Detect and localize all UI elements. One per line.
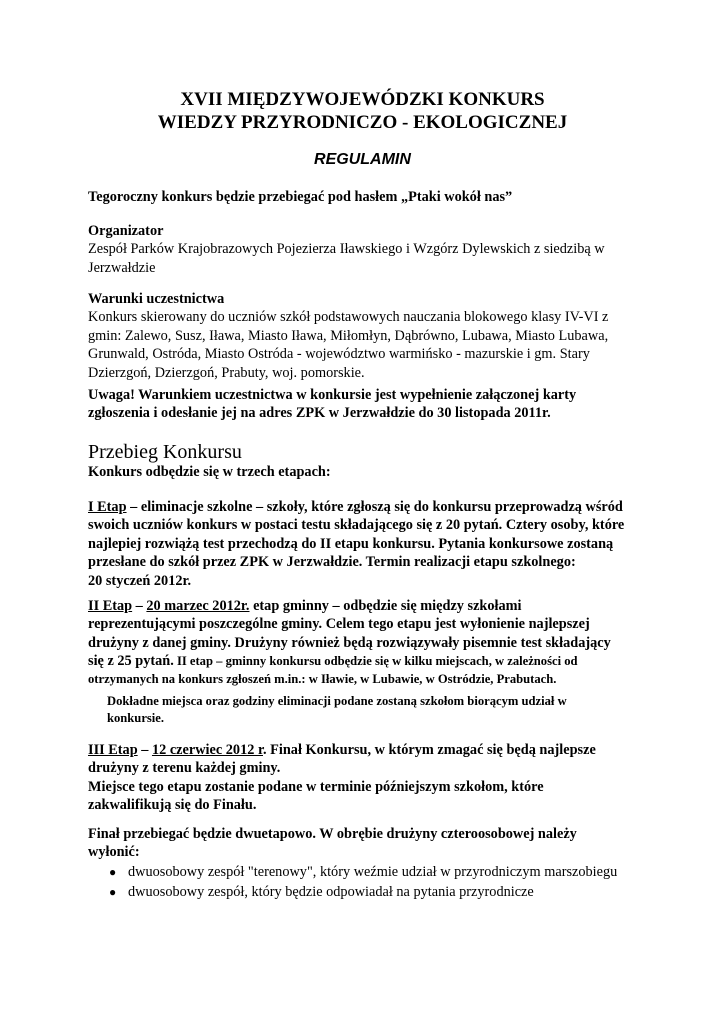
conditions-heading: Warunki uczestnictwa	[88, 291, 225, 307]
stage-1-label: I Etap	[88, 499, 127, 515]
stage-3-label: III Etap	[88, 742, 138, 758]
organizer-heading: Organizator	[88, 223, 164, 239]
stage-1-section: I Etap – eliminacje szkolne – szkoły, które zgłoszą się do konkursu przeprowadzą wśród swoich uczniów konkurs w postaci testu składającego się z 20 pytań. Cztery osoby, które najlepiej rozwiążą test przechodzą do II etapu konkursu. Pytania konkursowe zostaną przesłane do szkół przez ZPK w Jerzwałdzie. Termin realizacji etapu szkolnego: 20 styczeń 2012r.	[88, 499, 625, 589]
bullet-icon: ●	[109, 864, 117, 879]
document-subtitle: REGULAMIN	[314, 151, 411, 168]
list-item: ● dwuosobowy zespół "terenowy", który weźmie udział w przyrodniczym marszobiegu	[109, 863, 618, 880]
stage-2-date: 20 marzec 2012r.	[146, 598, 250, 614]
stage-2-note: Dokładne miejsca oraz godziny eliminacji podane zostaną szkołom biorącym udział w konkursie.	[107, 694, 567, 725]
stage-2-label: II Etap	[88, 598, 133, 614]
stage-2-section: II Etap – 20 marzec 2012r. etap gminny – odbędzie się między szkołami reprezentującymi poszczególne gminy. Celem tego etapu jest wyłonienie najlepszej drużyny z danej gminy. Drużyny również będą rozwiązywały pisemnie test składający się z 25 pytań. II etap – gminny konkursu odbędzie się w kilku miejscach, w zależności od otrzymanych na konkurs zgłoszeń m.in.: w Iławie, w Lubawie, w Ostródzie, Prabutach.	[88, 598, 611, 686]
list-item: ● dwuosobowy zespół, który będzie odpowiadał na pytania przyrodnicze	[109, 883, 534, 900]
organizer-section: Organizator Zespół Parków Krajobrazowych Pojezierza Iławskiego i Wzgórz Dylewskich z siedzibą w Jerzwałdzie	[88, 222, 648, 277]
document-title: XVII MIĘDZYWOJEWÓDZKI KONKURS WIEDZY PRZYRODNICZO - EKOLOGICZNEJ	[157, 89, 568, 133]
bullet-icon: ●	[109, 884, 117, 899]
participation-notice: Uwaga! Warunkiem uczestnictwa w konkursie jest wypełnienie załączonej karty zgłoszenia i odesłanie jej na adres ZPK w Jerzwałdzie do 30 listopada 2011r.	[88, 387, 577, 422]
final-section: Finał przebiegać będzie dwuetapowo. W obrębie drużyny czteroosobowej należy wyłonić: ● dwuosobowy zespół "terenowy", który weźmie udział w przyrodniczym marszobiegu ● dwuosobowy zespół, który będzie odpowiadał na pytania przyrodnicze	[88, 825, 648, 902]
course-subheading: Konkurs odbędzie się w trzech etapach:	[88, 464, 331, 480]
stage-3-date: 12 czerwiec 2012 r	[151, 742, 263, 758]
intro-text: Tegoroczny konkurs będzie przebiegać pod hasłem „Ptaki wokół nas”	[88, 189, 513, 205]
conditions-section: Warunki uczestnictwa Konkurs skierowany do uczniów szkół podstawowych nauczania blokowego klasy IV-VI z gmin: Zalewo, Susz, Iława, Miasto Iława, Miłomłyn, Dąbrówno, Lubawa, Miasto Lubawa, Grunwald, Ostróda, Miasto Ostróda - województwo warmińsko - mazurskie i gm. Stary Dzierzgoń, Dzierzgoń, Prabuty, woj. pomorskie.	[88, 290, 648, 382]
final-teams-list	[88, 862, 648, 902]
course-heading: Przebieg Konkursu	[88, 441, 242, 463]
stage-3-section: III Etap – 12 czerwiec 2012 r. Finał Konkursu, w którym zmagać się będą najlepsze drużyny z terenu każdej gminy. Miejsce tego etapu zostanie podane w terminie późniejszym szkołom, które zakwalifikują się do Finału.	[88, 742, 596, 814]
